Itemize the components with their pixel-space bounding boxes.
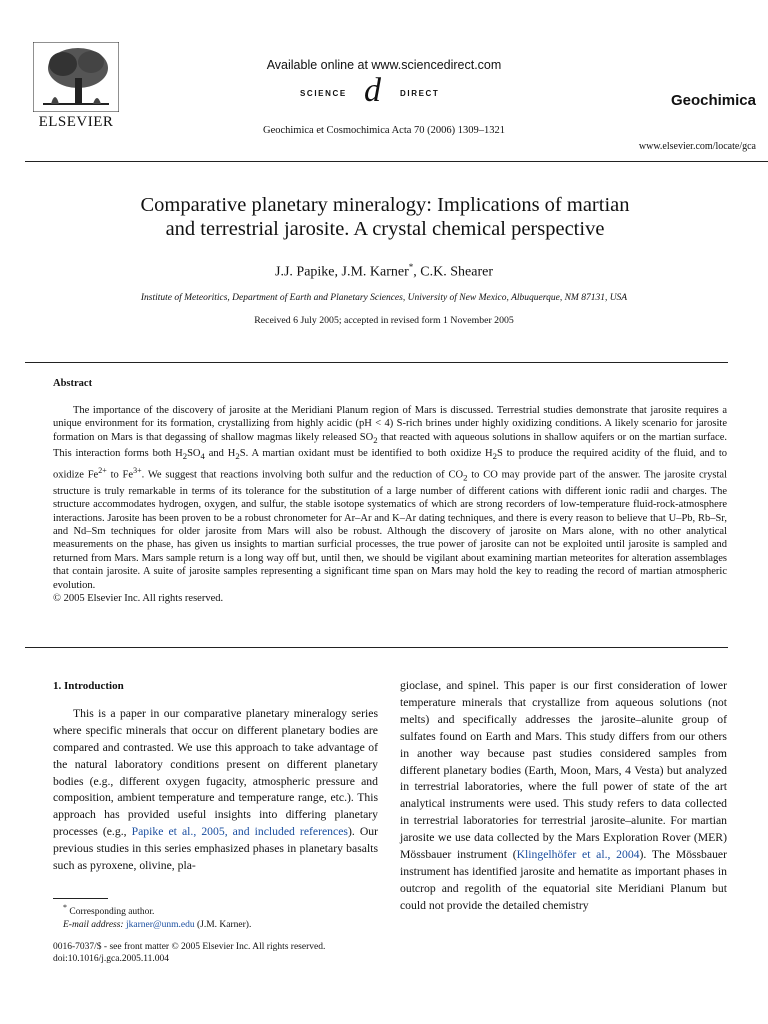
email-owner: (J.M. Karner). bbox=[194, 919, 252, 930]
elsevier-logo bbox=[25, 42, 127, 131]
footnotes bbox=[53, 902, 383, 931]
copyright-line: © 2005 Elsevier Inc. All rights reserved. bbox=[53, 593, 224, 605]
journal-citation: Geochimica et Cosmochimica Acta 70 (2006) 1309–1321 bbox=[262, 125, 506, 136]
reference-link-papike[interactable]: Papike et al., 2005, and included references bbox=[131, 825, 348, 839]
sd-logo-right: DIRECT bbox=[400, 89, 440, 98]
abstract-heading: Abstract bbox=[53, 378, 93, 389]
abstract-text: to Fe bbox=[106, 469, 134, 481]
reference-link-klingelhofer[interactable]: Klingelhöfer et al., 2004 bbox=[516, 848, 640, 862]
abstract-text: to CO may provide part of the answer. The jarosite crystal structure is truly remarkable in terms of its tolerance for the substitution of a large number of different cations with different ionic radii and charges. The structure accommodates hydrogen, oxygen, and sulfur, the stable isotope systematics of which are strong recorders of low-temperature fluid-rock-atmosphere interactions. Jarosite has been proven to be a robust chronometer for Ar–Ar and K–Ar dating techniques, and there is every reason to believe that U–Pb, Rb–Sr, and Nd–Sm techniques for older jarosite from Mars will also be robust. Although the discovery of jarosite on Mars alone, with no other analytical measurements on the phase, has given us insights to martian surficial processes, the true power of jarosite can not be exploited until jarosite is sampled and returned from Mars. Mars sample return is a long way off but, until then, we should be vigilant about examining martian meteorites for alteration assemblages that contain jarosite. A suite of jarosite samples representing a significant time span on Mars may hold the key to reading the record of martian atmospheric evolution. bbox=[53, 469, 728, 591]
abstract-top-divider bbox=[25, 362, 728, 363]
sd-logo-left: SCIENCE bbox=[300, 89, 347, 98]
left-column bbox=[53, 678, 378, 875]
journal-url[interactable]: www.elsevier.com/locate/gca bbox=[638, 141, 756, 152]
footnote-text: Corresponding author. bbox=[67, 907, 155, 918]
availability-line: Available online at www.sciencedirect.com bbox=[266, 58, 502, 72]
abstract-paragraph bbox=[53, 404, 727, 592]
journal-name: Geochimica bbox=[670, 92, 756, 109]
abstract-text: S. A martian oxidant must be identified to both oxidize H bbox=[239, 448, 493, 460]
abstract-text: and H bbox=[204, 448, 236, 460]
email-link[interactable]: jkarner@unm.edu bbox=[125, 919, 195, 930]
superscript: 2+ bbox=[98, 465, 107, 475]
superscript: 3+ bbox=[133, 465, 142, 475]
email-label: E-mail address: bbox=[63, 919, 124, 930]
subscript: 2 bbox=[182, 451, 188, 462]
subscript: 2 bbox=[463, 472, 468, 483]
corresponding-author-note bbox=[53, 902, 383, 919]
authors-part-1: J.J. Papike, J.M. Karner bbox=[275, 264, 409, 280]
abstract-text: SO bbox=[187, 448, 201, 460]
header-divider bbox=[25, 161, 768, 162]
sciencedirect-logo bbox=[300, 72, 475, 110]
doi-line[interactable]: doi:10.1016/j.gca.2005.11.004 bbox=[53, 954, 170, 965]
elsevier-tree-icon bbox=[33, 42, 119, 112]
email-note bbox=[53, 919, 383, 932]
subscript: 2 bbox=[235, 451, 240, 462]
body-text: This is a paper in our comparative planetary mineralogy series where specific minerals that occur on different planetary bodies are compared and contrasted. We use this approach to take advantage of the natural laboratory conditions present on different planetary bodies (e.g., different oxygen fugacity, atmospheric pressure and composition, ambient temperature and temperature range, etc.). This approach has provided useful insights into differing planetary processes (e.g., bbox=[53, 706, 378, 839]
introduction-paragraph-continued bbox=[400, 678, 727, 915]
title-line-1: Comparative planetary mineralogy: Implications of martian bbox=[140, 194, 630, 216]
affiliation: Institute of Meteoritics, Department of Earth and Planetary Sciences, University of New Mexico, Albuquerque, NM 87131, USA bbox=[140, 293, 628, 303]
abstract-text: S to produce the required acidity of the fluid, and to oxidize Fe bbox=[53, 448, 728, 481]
abstract-bottom-divider bbox=[25, 647, 728, 648]
subscript: 2 bbox=[492, 451, 497, 462]
body-text: ). Our previous studies in this series emphasized phases in planetary basalts such as pyroxene, olivine, pla- bbox=[53, 825, 378, 873]
publication-info bbox=[53, 941, 393, 966]
body-text: ). The Mössbauer instrument has identified jarosite and hematite as important phases in outcrop and regolith of the equatorial site Meridiani Planum but could not provide the detailed chemistry bbox=[400, 848, 728, 912]
right-column bbox=[400, 678, 727, 915]
abstract-body bbox=[53, 404, 727, 605]
subscript: 4 bbox=[200, 451, 205, 462]
section-heading-introduction: 1. Introduction bbox=[53, 680, 124, 692]
corresponding-author-mark[interactable]: * bbox=[408, 262, 414, 272]
author-list bbox=[0, 262, 768, 281]
issn-line: 0016-7037/$ - see front matter © 2005 Elsevier Inc. All rights reserved. bbox=[53, 942, 326, 952]
article-title bbox=[60, 193, 710, 241]
received-dates: Received 6 July 2005; accepted in revised form 1 November 2005 bbox=[254, 315, 514, 326]
abstract-text: The importance of the discovery of jarosite at the Meridiani Planum region of Mars is discussed. Terrestrial studies demonstrate that jarosite requires a unique environment for its formation, crystallizing from highly acidic (pH < 4) S-rich brines under highly oxidizing conditions. A likely scenario for jarosite formation on Mars is that degassing of shallow magmas likely released SO bbox=[53, 405, 727, 443]
introduction-paragraph bbox=[53, 706, 378, 875]
footnote-mark: * bbox=[63, 903, 67, 912]
authors-part-2: , C.K. Shearer bbox=[413, 264, 493, 280]
abstract-text: that reacted with aqueous solutions in shallow aquifers or on the martian surface. This interaction forms both H bbox=[53, 431, 727, 460]
footnote-divider bbox=[53, 898, 108, 899]
body-text: gioclase, and spinel. This paper is our first consideration of lower temperature minerals that crystallize from aqueous solutions (not melts) and specifically addresses the jarosite–alunite group of sulfates found on Earth and Mars. This study differs from our others in another way because past studies considered samples from different planetary bodies (Earth, Moon, Mars, 4 Vesta) but analyzed in terrestrial laboratories, where the full power of state of the art analytical instruments were used. This study refers to data collected in terrestrial laboratories for terrestrial jarosite–alunite. For martian jarosite we use data collected by the Mars Exploration Rover (MER) Mössbauer instrument ( bbox=[400, 679, 727, 862]
sd-logo-at: d bbox=[364, 72, 381, 109]
subscript: 2 bbox=[373, 434, 378, 445]
publisher-name: ELSEVIER bbox=[38, 114, 114, 130]
title-line-2: and terrestrial jarosite. A crystal chemical perspective bbox=[165, 218, 605, 240]
abstract-text: . We suggest that reactions involving both sulfur and the reduction of CO bbox=[141, 469, 464, 481]
